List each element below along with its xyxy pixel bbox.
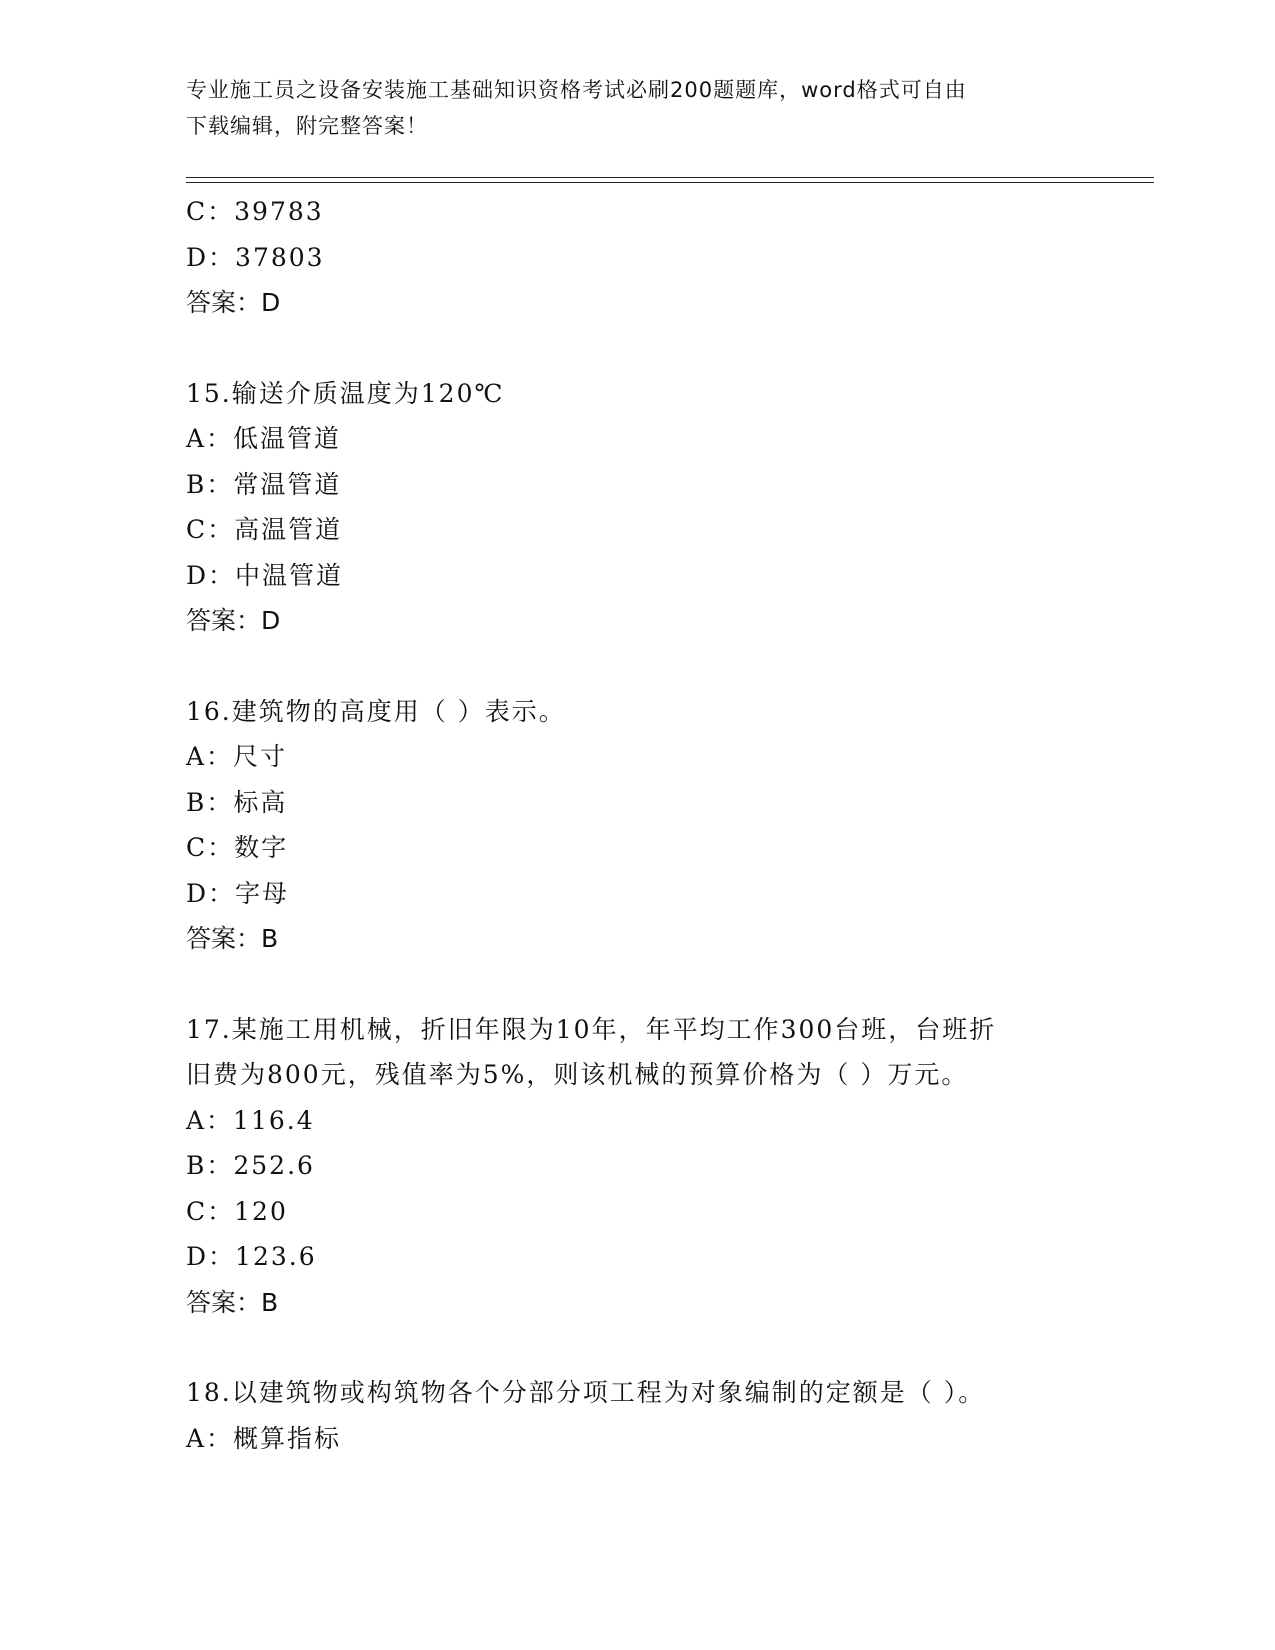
question-16 [186, 689, 1086, 962]
question-15 [186, 371, 1086, 644]
question-text: 18.以建筑物或构筑物各个分部分项工程为对象编制的定额是（ ）。 [186, 1378, 986, 1407]
option-c: C：数字 [186, 833, 289, 862]
question-text-line-1: 17.某施工用机械，折旧年限为10年，年平均工作300台班，台班折 [186, 1014, 997, 1044]
spacer [186, 326, 1086, 371]
header-divider-bottom [186, 182, 1154, 183]
option-b: B：252.6 [186, 1151, 315, 1180]
option-c: C：39783 [186, 197, 324, 226]
header-title-line-2: 下载编辑，附完整答案！ [186, 114, 428, 138]
question-text-line-2: 旧费为800元，残值率为5%，则该机械的预算价格为（ ）万元。 [186, 1060, 969, 1089]
question-text: 15.输送介质温度为120℃ [186, 378, 505, 408]
header-title-line-1: 专业施工员之设备安装施工基础知识资格考试必刷200题题库，word格式可自由 [186, 78, 967, 102]
spacer [186, 1325, 1086, 1370]
question-list [186, 189, 1086, 1461]
document-header [186, 72, 1066, 144]
spacer [186, 962, 1086, 1007]
answer-line: 答案：D [186, 606, 281, 635]
answer-line: 答案：B [186, 924, 279, 953]
answer-line: 答案：D [186, 288, 281, 317]
option-d: D：123.6 [186, 1242, 317, 1271]
option-c: C：120 [186, 1196, 288, 1226]
option-d: D：中温管道 [186, 560, 344, 590]
question-17 [186, 1007, 1086, 1326]
option-a: A：尺寸 [186, 742, 288, 771]
answer-line: 答案：B [186, 1287, 279, 1317]
spacer [186, 644, 1086, 689]
option-c: C：高温管道 [186, 515, 343, 544]
question-18 [186, 1370, 1086, 1461]
question-text: 16.建筑物的高度用（ ）表示。 [186, 696, 566, 726]
option-b: B：标高 [186, 787, 288, 817]
option-d: D：字母 [186, 878, 290, 908]
option-a: A：116.4 [186, 1105, 315, 1135]
option-a: A：概算指标 [186, 1423, 342, 1453]
header-divider-top [186, 177, 1154, 178]
option-a: A：低温管道 [186, 424, 342, 453]
option-d: D：37803 [186, 242, 325, 272]
option-b: B：常温管道 [186, 469, 342, 499]
question-14-continued [186, 189, 1086, 326]
